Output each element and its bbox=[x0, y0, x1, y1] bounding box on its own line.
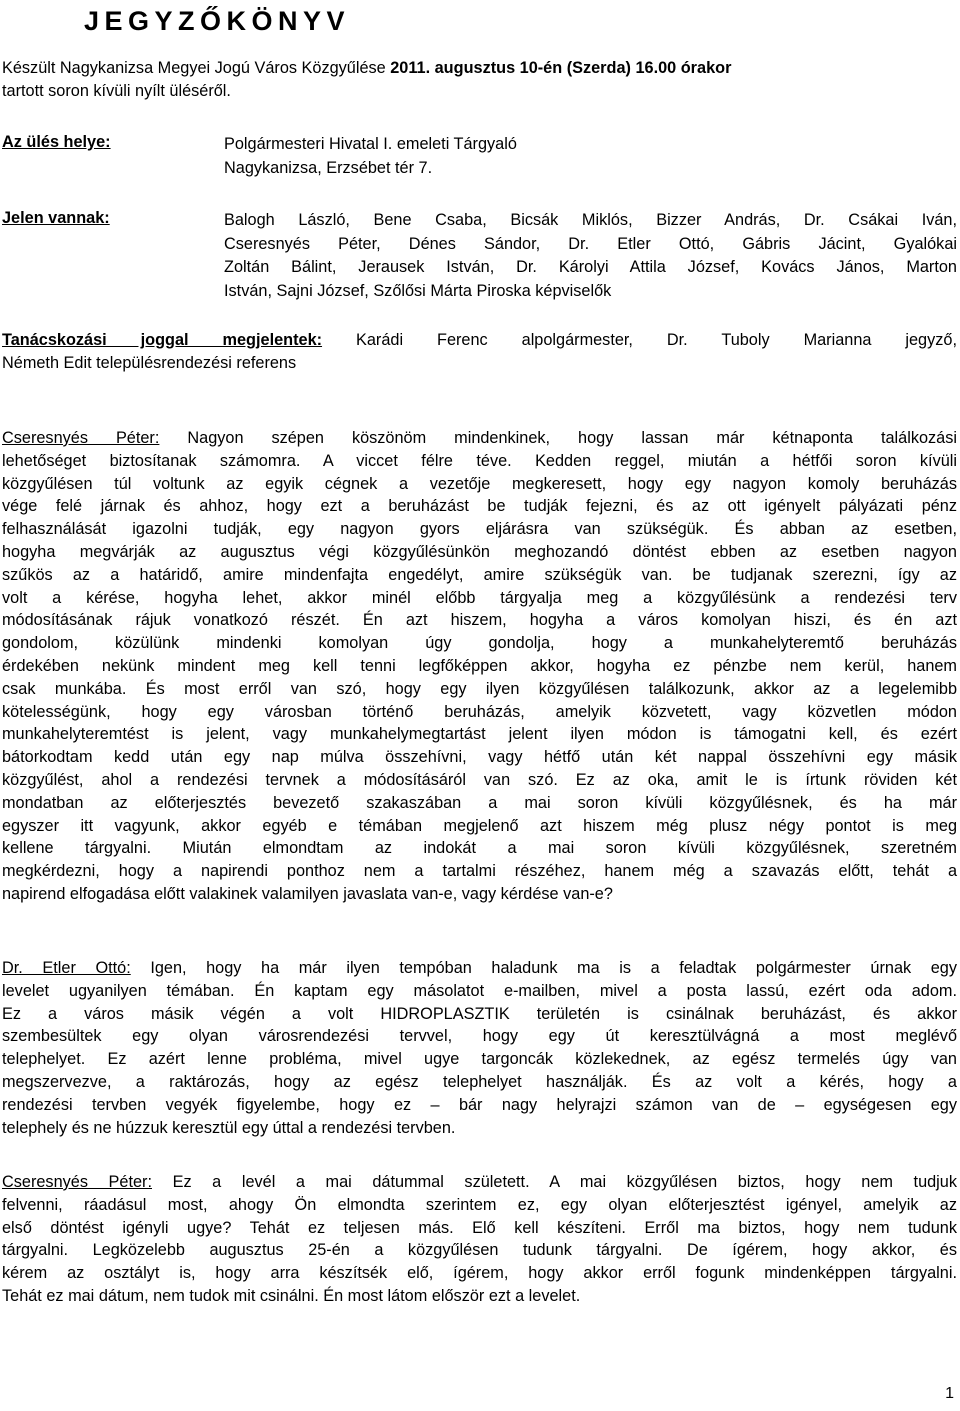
present-line: Cseresnyés Péter, Dénes Sándor, Dr. Etler Ottó, Gábris Jácint, Gyalókai bbox=[224, 234, 957, 253]
speech-line: szembesültek egy olyan városrendezési tervvel, hogy egy út keresztülvágná a most meglévő bbox=[2, 1027, 957, 1046]
intro-date: 2011. augusztus 10-én (Szerda) 16.00 órakor bbox=[390, 59, 732, 77]
speech-cseresnyes-1 bbox=[2, 427, 957, 906]
present-line: Balogh László, Bene Csaba, Bicsák Miklós, Bizzer András, Dr. Csákai Iván, bbox=[224, 211, 957, 229]
present-line: Zoltán Bálint, Jerausek István, Dr. Károlyi Attila József, Kovács János, Marton bbox=[224, 258, 957, 277]
place-label: Az ülés helye: bbox=[2, 133, 111, 151]
speech-line: bátorkodtam kedd után egy nap múlva összehívni, vagy hétfő után két nappal összehívni egy másik bbox=[2, 748, 957, 767]
page-number: 1 bbox=[945, 1385, 954, 1402]
intro-paragraph bbox=[2, 57, 957, 103]
speaker-name: Cseresnyés Péter: bbox=[2, 429, 160, 447]
speech-line: Tehát ez mai dátum, nem tudok mit csinálni. Én most látom először ezt a levelet. bbox=[2, 1286, 581, 1305]
speech-line: kellene tárgyalni. Miután elmondtam az indokát a mai soron kívüli közgyűlésnek, szeretném bbox=[2, 839, 957, 858]
speech-line: munkahelyteremtést is jelent, vagy munkahelymegtartást jelent ilyen módon is támogatni kell, és ezért bbox=[2, 725, 957, 744]
speaker-name: Cseresnyés Péter: bbox=[2, 1173, 152, 1191]
place-line-2: Nagykanizsa, Erzsébet tér 7. bbox=[224, 158, 433, 177]
advisory-line-2: Németh Edit településrendezési referens bbox=[2, 353, 297, 372]
place-value bbox=[224, 133, 957, 180]
present-line: István, Sajni József, Szőlősi Márta Piroska képviselők bbox=[224, 281, 612, 300]
present-list bbox=[224, 209, 957, 303]
speech-line: megkérdezni, hogy a napirendi ponthoz nem a tartalmi részéhez, hanem még a szavazás előtt, tehát a bbox=[2, 862, 957, 881]
speech-line: tárgyalni. Legközelebb augusztus 25-én a közgyűlésen tudunk tárgyalni. De ígérem, hogy akkor, és bbox=[2, 1241, 957, 1260]
intro-suffix: tartott soron kívüli nyílt üléséről. bbox=[2, 81, 231, 100]
speech-line: levelet ugyanilyen témában. Én kaptam egy másolatot e-mailben, mivel a posta lassú, ezért oda adom. bbox=[2, 981, 957, 1000]
speech-line: szűkös az a határidő, amire mindenfajta engedélyt, amire szükségük van. be tudjanak szerezni, így az bbox=[2, 565, 957, 584]
speech-line: felvenni, ráadásul most, ahogy Ön elmondta szerintem ez, egy olyan előterjesztést igényel, amelyik az bbox=[2, 1195, 957, 1214]
speech-line: telephelyet. Ez azért lenne probléma, mivel ugye targoncák közlekednek, az egész termelés úgy van bbox=[2, 1050, 957, 1069]
speech-line: egyszer itt vagyunk, akkor egyéb e témában megjelenő azt hiszem még plusz négy pontot is meg bbox=[2, 816, 957, 835]
speech-line: közgyűlést, ahol a rendezési tervnek a módosításáról van szó. Ez az oka, amit le is írtunk röviden két bbox=[2, 770, 957, 789]
advisory-label: Tanácskozási joggal megjelentek: bbox=[2, 331, 323, 349]
speech-cseresnyes-2 bbox=[2, 1171, 957, 1308]
advisory-line-1: Karádi Ferenc alpolgármester, Dr. Tuboly Marianna jegyző, bbox=[356, 331, 957, 349]
advisory-paragraph bbox=[2, 329, 957, 375]
speech-line: első döntést igényli ugye? Tehát ez teljesen más. Elő kell készíteni. Erről ma biztos, hogy nem tudunk bbox=[2, 1218, 957, 1237]
speech-line: megszervezve, a raktározás, hogy az egész telephelyet használják. És az volt a kérés, hogy a bbox=[2, 1072, 957, 1091]
speech-line: vége felé járnak és ahhoz, hogy ezt a beruházást be tudják fejezni, és az ott igényelt pályázati pénz bbox=[2, 497, 957, 516]
speaker-name: Dr. Etler Ottó: bbox=[2, 959, 131, 977]
speech-line: módosításának rájuk vonatkozó részét. Én azt hiszem, hogyha a város komolyan hiszi, és én azt bbox=[2, 611, 957, 630]
speech-line: lehetőséget biztosítanak számomra. A viccet félre téve. Kedden reggel, miután a hétfői soron kívüli bbox=[2, 451, 957, 470]
speech-line: mondatban az előterjesztés bevezető szakaszában a mai soron kívüli közgyűlésnek, és ha már bbox=[2, 793, 957, 812]
speech-first-line: Nagyon szépen köszönöm mindenkinek, hogy lassan már kétnaponta találkozási bbox=[187, 429, 957, 447]
document-title: JEGYZŐKÖNYV bbox=[84, 6, 351, 36]
speech-line: telephely és ne húzzuk keresztül egy úttal a rendezési tervben. bbox=[2, 1118, 456, 1137]
speech-line: felhasználását igazolni tudják, egy nagyon gyors eljárásra van szükségük. És abban az esetben, bbox=[2, 520, 957, 539]
speech-line: Ez a város másik végén a volt HIDROPLASZTIK területén is csinálnak beruházást, és akkor bbox=[2, 1004, 957, 1023]
place-line-1: Polgármesteri Hivatal I. emeleti Tárgyaló bbox=[224, 135, 517, 153]
speech-line: kötelességünk, hogy egy városban történő beruházás, amelyik közvetett, vagy közvetlen módon bbox=[2, 702, 957, 721]
speech-line: csak munkába. És most erről van szó, hogy egy ilyen közgyűlésen találkozunk, akkor az a legelemibb bbox=[2, 679, 957, 698]
present-label: Jelen vannak: bbox=[2, 209, 110, 227]
speech-line: rendezési tervben vegyék figyelembe, hogy ez – bár nagy helyrajzi számon van de – egységesen egy bbox=[2, 1095, 957, 1114]
speech-line: hogyha megvárják az augusztus végi közgyűlésünkön meghozandó döntést ebben az esetben nagyon bbox=[2, 542, 957, 561]
speech-first-line: Igen, hogy ha már ilyen tempóban haladunk ma is a feladtak polgármester úrnak egy bbox=[150, 959, 957, 977]
speech-first-line: Ez a levél a mai dátummal született. A mai közgyűlésen biztos, hogy nem tudjuk bbox=[172, 1173, 957, 1191]
intro-prefix: Készült Nagykanizsa Megyei Jogú Város Közgyűlése bbox=[2, 59, 391, 77]
speech-line: kérem az osztályt is, hogy arra készítsék elő, ígérem, hogy akkor erről fogunk mindenképpen tárgyalni. bbox=[2, 1264, 957, 1283]
speech-line: közgyűlésen túl voltunk az egyik cégnek a vezetője megkeresett, hogy egy nagyon komoly beruházás bbox=[2, 474, 957, 493]
speech-etler bbox=[2, 957, 957, 1139]
speech-line: volt a kérése, hogyha lehet, akkor minél előbb tárgyalja meg a közgyűlésünk a rendezési terv bbox=[2, 588, 957, 607]
speech-line: érdekében nekünk mindent meg kell tenni legfőképpen akkor, hogyha ez pénzbe nem kerül, hanem bbox=[2, 656, 957, 675]
speech-line: napirend elfogadása előtt valakinek valamilyen javaslata van-e, vagy kérdése van-e? bbox=[2, 884, 613, 903]
speech-line: gondolom, közülünk mindenki komolyan úgy gondolja, hogy a munkahelyteremtő beruházás bbox=[2, 634, 957, 653]
